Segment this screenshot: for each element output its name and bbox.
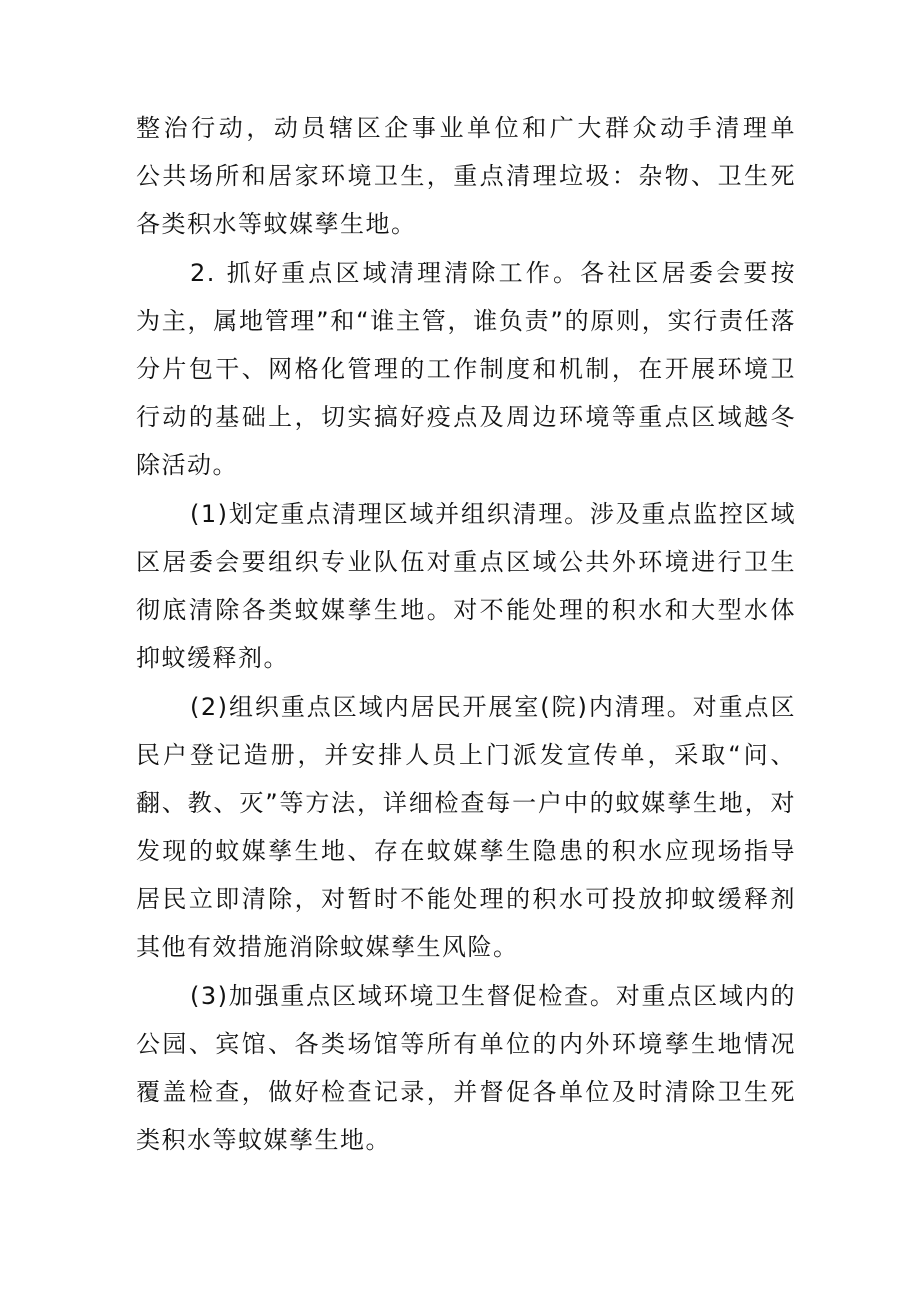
text-line: (3)加强重点区域环境卫生督促检查。对重点区域内的	[190, 982, 796, 1010]
text-line: 其他有效措施消除蚊媒孳生风险。	[136, 933, 519, 961]
text-line: 抑蚊缓释剂。	[136, 644, 289, 672]
paragraph-1	[136, 104, 796, 248]
text-line: 彻底清除各类蚊媒孳生地。对不能处理的积水和大型水体	[136, 596, 796, 624]
paragraph-3	[136, 490, 796, 682]
text-line: 发现的蚊媒孳生地、存在蚊媒孳生隐患的积水应现场指导	[136, 837, 796, 865]
text-line: 公园、宾馆、各类场馆等所有单位的内外环境孳生地情况	[136, 1030, 796, 1058]
text-line: 区居委会要组织专业队伍对重点区域公共外环境进行卫生	[136, 548, 796, 576]
text-line: 为主，属地管理”和“谁主管，谁负责”的原则，实行责任落	[136, 307, 796, 335]
paragraph-5	[136, 972, 796, 1164]
text-line: 覆盖检查，做好检查记录，并督促各单位及时清除卫生死	[136, 1078, 796, 1106]
text-line: 翻、教、灭”等方法，详细检查每一户中的蚊媒孳生地，对	[136, 789, 796, 817]
text-line: 居民立即清除，对暂时不能处理的积水可投放抑蚊缓释剂	[136, 885, 796, 913]
text-line: 整治行动，动员辖区企事业单位和广大群众动手清理单	[136, 114, 796, 142]
text-line: 2. 抓好重点区域清理清除工作。各社区居委会要按	[190, 259, 796, 287]
text-line: (2)组织重点区域内居民开展室(院)内清理。对重点区	[190, 693, 796, 721]
text-line: 各类积水等蚊媒孳生地。	[136, 210, 417, 238]
text-line: 类积水等蚊媒孳生地。	[136, 1126, 391, 1154]
text-line: 民户登记造册，并安排人员上门派发宣传单，采取“问、	[136, 741, 796, 769]
text-line: 公共场所和居家环境卫生，重点清理垃圾：杂物、卫生死	[136, 162, 796, 190]
text-line: 分片包干、网格化管理的工作制度和机制，在开展环境卫	[136, 355, 796, 383]
text-line: 行动的基础上，切实搞好疫点及周边环境等重点区域越冬	[136, 403, 796, 431]
paragraph-2	[136, 249, 796, 489]
text-line: (1)划定重点清理区域并组织清理。涉及重点监控区域	[190, 500, 796, 528]
paragraph-4	[136, 683, 796, 971]
document-body	[136, 104, 796, 1165]
text-line: 除活动。	[136, 451, 238, 479]
